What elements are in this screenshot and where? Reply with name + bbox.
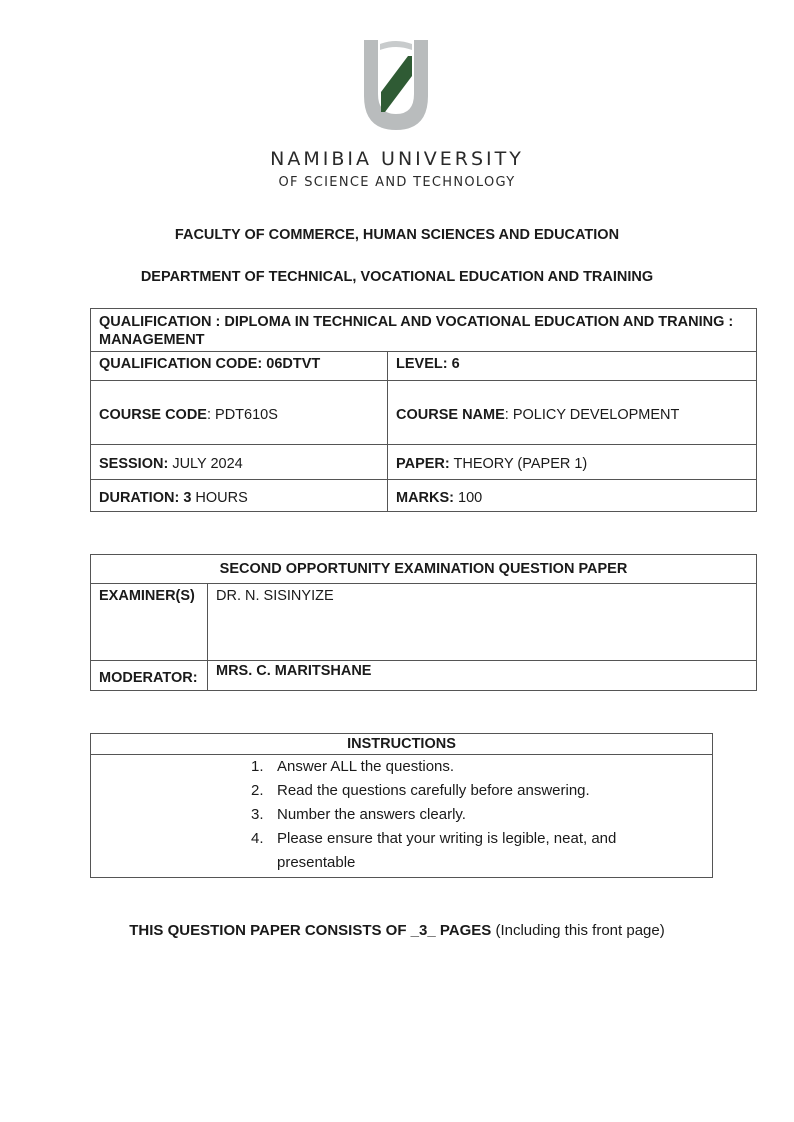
instructions-table [90, 733, 713, 878]
instruction-text: Please ensure that your writing is legible, neat, and presentable [277, 830, 617, 871]
department-heading: DEPARTMENT OF TECHNICAL, VOCATIONAL EDUCATION AND TRAINING [140, 269, 654, 285]
duration-value: 3 [183, 489, 192, 506]
marks-label: MARKS: [396, 489, 454, 506]
instruction-number: 4. [251, 830, 264, 847]
course-name-value: : POLICY DEVELOPMENT [504, 406, 680, 423]
examiner-label: EXAMINER(S) [91, 584, 208, 661]
level-value: 6 [451, 356, 460, 372]
course-name-cell [388, 381, 757, 445]
qualification-code-cell [91, 352, 388, 381]
paper-cell [388, 445, 757, 480]
marks-cell [388, 480, 757, 512]
exam-title: SECOND OPPORTUNITY EXAMINATION QUESTION PAPER [91, 555, 757, 584]
session-value: JULY 2024 [172, 456, 243, 472]
course-code-value: : PDT610S [206, 406, 278, 423]
duration-unit: HOURS [195, 489, 248, 506]
instruction-text: Answer ALL the questions. [277, 758, 455, 775]
page-count-note [0, 922, 794, 939]
instruction-text: Number the answers clearly. [277, 806, 466, 823]
instructions-title: INSTRUCTIONS [91, 734, 713, 755]
course-code-label: COURSE CODE [99, 406, 207, 423]
course-name-label: COURSE NAME [396, 406, 505, 423]
session-label: SESSION: [99, 456, 169, 472]
instruction-number: 2. [251, 782, 264, 799]
level-label: LEVEL: [396, 356, 448, 372]
moderator-value: MRS. C. MARITSHANE [208, 661, 757, 691]
course-code-cell [91, 381, 388, 445]
instructions-body [91, 755, 713, 878]
examination-table [90, 554, 757, 691]
paper-value: THEORY (PAPER 1) [453, 456, 588, 472]
list-item [99, 779, 704, 803]
duration-label: DURATION: [99, 489, 180, 506]
faculty-heading: FACULTY OF COMMERCE, HUMAN SCIENCES AND EDUCATION [174, 227, 620, 243]
page-count-text: THIS QUESTION PAPER CONSISTS OF _3_ PAGES [129, 922, 492, 939]
university-subtitle: OF SCIENCE AND TECHNOLOGY [278, 175, 516, 190]
instruction-number: 3. [251, 806, 264, 823]
qualification-cell: QUALIFICATION : DIPLOMA IN TECHNICAL AND VOCATIONAL EDUCATION AND TRANING : MANAGEMENT [91, 309, 757, 352]
moderator-label: MODERATOR: [91, 661, 208, 691]
duration-cell [91, 480, 388, 512]
course-details-table [90, 308, 757, 512]
page-count-subnote: (Including this front page) [495, 922, 665, 939]
marks-value: 100 [458, 489, 483, 506]
examiner-value: DR. N. SISINYIZE [208, 584, 757, 661]
university-logo-icon [358, 34, 434, 134]
instruction-number: 1. [251, 758, 264, 775]
instruction-text: Read the questions carefully before answering. [277, 782, 590, 799]
list-item [99, 803, 704, 827]
qualification-code-label: QUALIFICATION CODE: [99, 356, 263, 372]
paper-label: PAPER: [396, 456, 450, 472]
list-item [99, 755, 704, 779]
list-item [99, 827, 704, 875]
session-cell [91, 445, 388, 480]
level-cell [388, 352, 757, 381]
instructions-list [99, 755, 704, 875]
qualification-code-value: 06DTVT [266, 356, 321, 372]
university-name: NAMIBIA UNIVERSITY [270, 148, 524, 170]
